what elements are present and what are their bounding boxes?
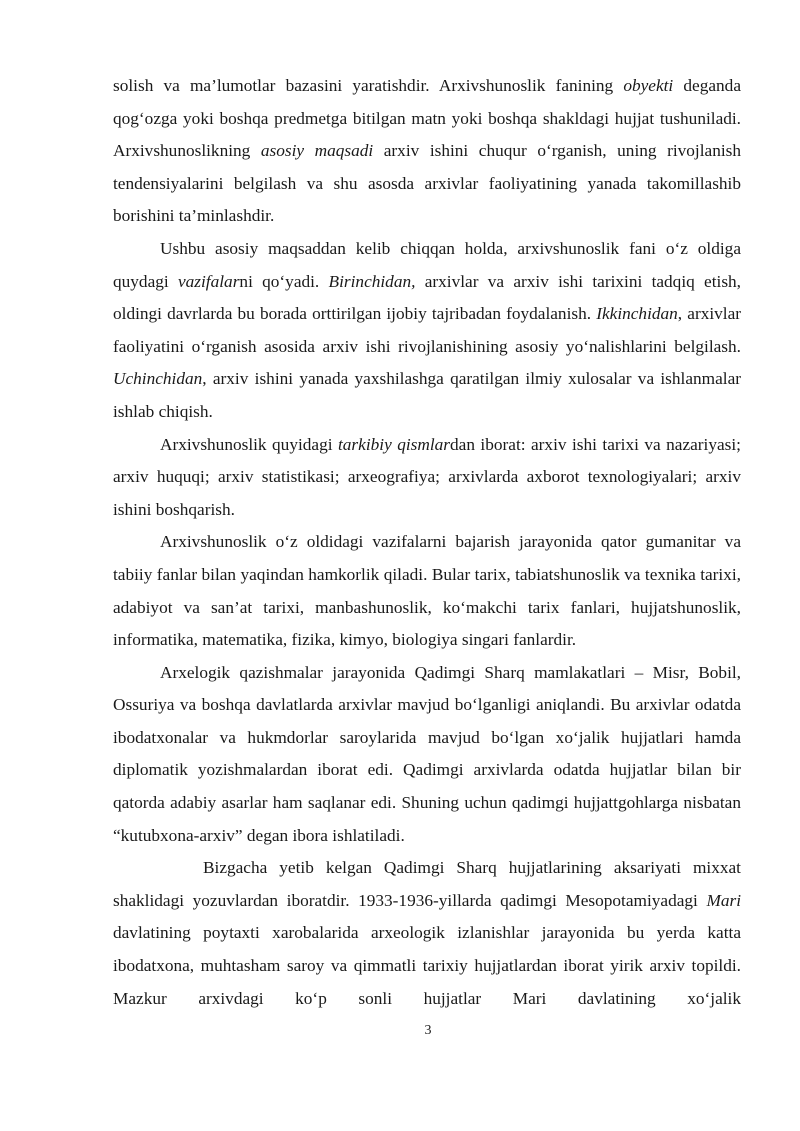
- text-run: , arxivlar faoliyatini o‘rganish asosida arxiv ishi rivojlanishining asosiy yo‘nalishlarini belgilash.: [113, 304, 742, 356]
- text-run: Ushbu asosiy maqsaddan kelib chiqqan holda, arxivshunoslik fani o‘z oldiga quydagi: [113, 238, 741, 291]
- paragraph: [113, 526, 741, 656]
- document-body: [113, 70, 741, 1015]
- text-run: arxiv ishini chuqur o‘rganish, uning rivojlanish tendensiyalarini belgilash va shu asosda arxivlar faoliyatining yanada takomillashib borishini ta’minlashdir.: [113, 141, 742, 226]
- text-run: solish va ma’lumotlar bazasini yaratishdir. Arxivshunoslik fanining: [113, 76, 624, 95]
- text-run: arxivlar va arxiv ishi tarixini tadqiq etish, oldingi davrlarda bu borada orttirilgan ijobiy tajribadan foydalanish.: [113, 271, 742, 324]
- text-run: Bizgacha yetib kelgan Qadimgi Sharq hujjatlarining aksariyati mixxat shaklidagi yozuvlardan iboratdir. 1933-1936-yillarda qadimgi Mesopotamiyadagi: [113, 858, 741, 910]
- text-run: davlatining poytaxti xarobalarida arxeologik izlanishlar jarayonida bu yerda katta ibodatxona, muhtasham saroy va qimmatli tarixiy hujjatlardan iborat yirik arxiv topildi. Mazkur arxivdagi ko‘p sonli hujjatlar Mari davlatining xo‘jalik: [113, 923, 741, 1008]
- italic-term: Mari: [706, 890, 741, 910]
- italic-term: Birinchidan,: [328, 271, 416, 291]
- paragraph: [113, 233, 741, 429]
- italic-term: asosiy maqsadi: [260, 141, 374, 161]
- paragraph: [113, 852, 741, 1015]
- italic-term: obyekti: [623, 76, 674, 95]
- text-run: , arxiv ishini yanada yaxshilashga qaratilgan ilmiy xulosalar va ishlanmalar ishlab chiqish.: [113, 369, 741, 421]
- text-run: ni qo‘yadi.: [239, 271, 329, 291]
- text-run: Arxivshunoslik quyidagi: [160, 434, 338, 454]
- text-run: deganda qog‘ozga yoki boshqa predmetga bitilgan matn yoki boshqa shakldagi hujjat tushuniladi. Arxivshunoslikning: [113, 76, 741, 161]
- paragraph: [113, 657, 741, 853]
- page-number: 3: [424, 1023, 432, 1038]
- text-run: dan iborat: arxiv ishi tarixi va nazariyasi; arxiv huquqi; arxiv statistikasi; arxeografiya; arxivlarda axborot texnologiyalari; arxiv ishini boshqarish.: [113, 434, 741, 519]
- text-run: Arxivshunoslik o‘z oldidagi vazifalarni bajarish jarayonida qator gumanitar va tabiiy fanlar bilan yaqindan hamkorlik qiladi. Bular tarix, tabiatshunoslik va texnika tarixi, adabiyot va san’at tarixi, manbashunoslik, ko‘makchi tarix fanlari, hujjatshunoslik, informatika, matematika, fizika, kimyo, biologiya singari fanlardir.: [113, 532, 741, 650]
- text-run: Arxelogik qazishmalar jarayonida Qadimgi Sharq mamlakatlari – Misr, Bobil, Ossuriya va boshqa davlatlarda arxivlar mavjud bo‘lganligi aniqlandi. Bu arxivlar odatda ibodatxonalar va hukmdorlar saroylarida mavjud bo‘lgan xo‘jalik hujjatlari hamda diplomatik yozishmalardan iborat edi. Qadimgi arxivlarda odatda hujjatlar bilan bir qatorda adabiy asarlar ham saqlanar edi. Shuning uchun qadimgi hujjattgohlarga nisbatan “kutubxona-arxiv” degan ibora ishlatiladi.: [113, 662, 741, 845]
- italic-term: Ikkinchidan: [596, 304, 678, 324]
- italic-term: vazifalar: [177, 271, 240, 291]
- paragraph: [113, 70, 741, 233]
- paragraph: [113, 429, 741, 527]
- italic-term: tarkibiy qismlar: [337, 434, 451, 454]
- italic-term: Uchinchidan: [113, 369, 203, 389]
